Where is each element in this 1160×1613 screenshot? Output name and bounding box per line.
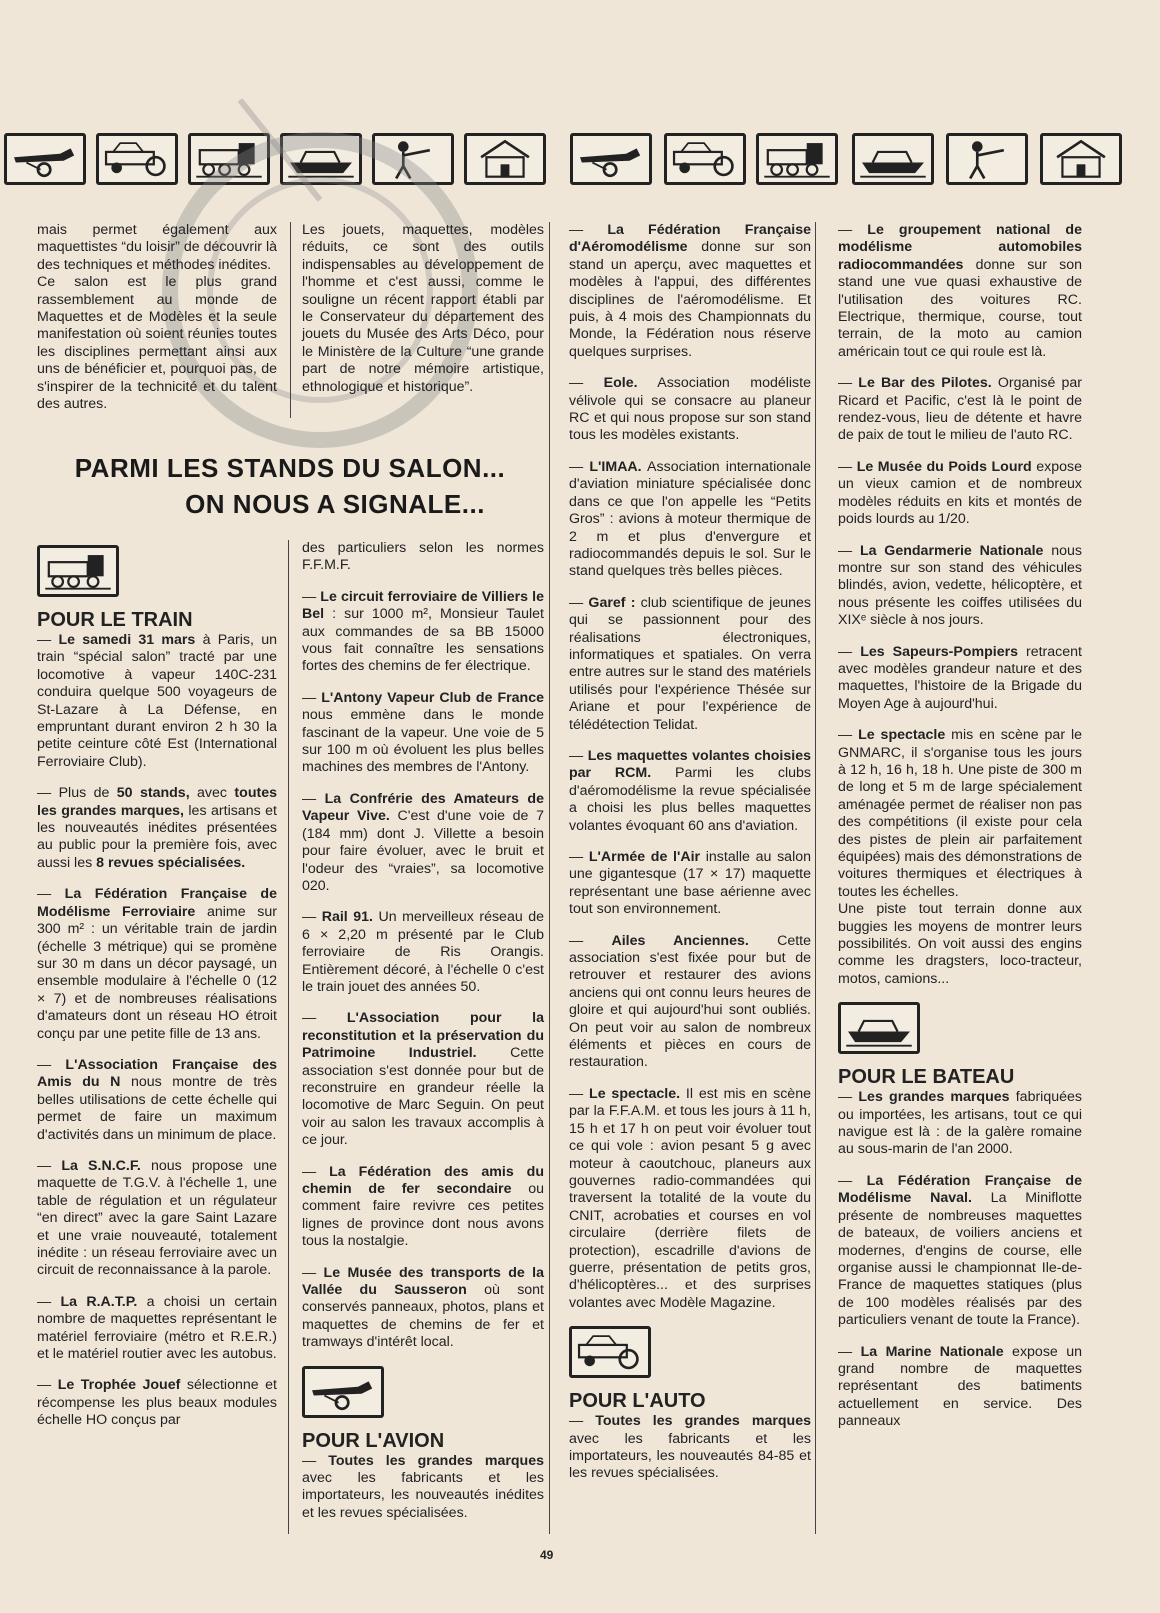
train-p2-d: les artisans et les nouveautés inédites présentées au public pour la première fois, avec aussi les xyxy=(37,802,277,871)
col2-p7: où sont conservés panneaux, photos, plans et maquettes de chemins de fer et tramways d'intérêt local. xyxy=(302,1282,545,1351)
train-p1-bold: Le samedi 31 mars xyxy=(58,632,196,648)
col2-p4-bold: Rail 91. xyxy=(321,909,373,926)
boat-icon xyxy=(838,1002,920,1054)
train-p1: à Paris, un train “spécial salon” tracté par une locomotive à vapeur 140C-231 conduira quelque 500 voyageurs de St-Lazare à La Défense, en empruntant durant environ 2 h 30 la petite ceinture côté Est (International Ferroviaire Club). xyxy=(37,632,277,770)
col4-p5: retracent avec modèles grandeur nature et des maquettes, l'histoire de la Brigade du Moyen Age à aujourd'hui. xyxy=(838,643,1082,712)
col3-p5-bold: Les maquettes volantes choisies par RCM. xyxy=(569,747,811,782)
col2-p6-bold: La Fédération des amis du chemin de fer secondaire xyxy=(302,1163,544,1197)
col4-p8-bold: La Fédération Française de Modélisme Naval. xyxy=(838,1172,1082,1207)
column-2: des particuliers selon les normes F.F.M.F. — Le circuit ferroviaire de Villiers le Bel : sur 1000 m², Monsieur Taulet aux commandes de sa BB 15000 vous fait connaître les sensations fortes des chemins de fer électrique. — L'Antony Vapeur Club de France nous emmène dans le monde fascinant de la vapeur. Une voie de 5 sur 100 m où évoluent les plus belles machines des membres de l'Antony. — La Confrérie des Amateurs de Vapeur Vive. C'est d'une voie de 7 (184 mm) dont J. Villette a besoin pour faire évoluer, avec le bruit et l'odeur des “vraies”, sa locomotive 020. — Rail 91. Un merveilleux réseau de 6 × 2,20 m présenté par le Club ferroviaire de Ris Orangis. Entièrement décoré, à l'échelle 0 c'est le train jouet des années 50. — L'Association pour la reconstitution et la préservation du Patrimoine Industriel. Cette association s'est donnée pour but de reconstruire en grandeur réelle la locomotive de Marc Seguin. On peut voir au salon les travaux accomplis à ce jour. — La Fédération des amis du chemin de fer secondaire ou comment faire revivre ces petites lignes de province dont nous avons tous la nostalgie. — Le Musée des transports de la Vallée du Sausseron où sont conservés panneaux, photos, plans et maquettes de chemins de fer et tramways d'intérêt local. POUR L'AVION — Toutes les grandes marques avec les fabricants et les importateurs, les nouveautés inédites et les revues spécialisées. xyxy=(302,540,545,1521)
col2-p6: ou comment faire revivre ces petites lignes de province dont nous avons tous la nostalgie. xyxy=(302,1181,544,1250)
figure-icon xyxy=(372,133,454,185)
col2-p3: C'est d'une voie de 7 (184 mm) dont J. Villette a besoin pour faire évoluer, avec le bruit et l'odeur des “vraies”, sa locomotive 020. xyxy=(302,808,544,894)
avion-text: avec les fabricants et les importateurs, les nouveautés inédites et les revues spécialisées. xyxy=(302,1470,544,1521)
section-title-auto: POUR L'AUTO xyxy=(569,1390,706,1413)
col4-p2-bold: Le Bar des Pilotes. xyxy=(858,375,992,392)
section-title-bateau: POUR LE BATEAU xyxy=(838,1066,1015,1089)
auto-text: avec les fabricants et les importateurs, les nouveautés 84-85 et les revues spécialisées. xyxy=(569,1430,811,1482)
auto-bold: Toutes les grandes marques xyxy=(595,1413,811,1430)
col3-p2: Association modéliste vélivole qui se consacre au planeur RC et qui nous propose sur son stand tous les modèles existants. xyxy=(569,375,811,444)
intro-column-1 xyxy=(37,222,277,413)
col4-p6b: Une piste tout terrain donne aux buggies les moyens de montrer leurs possibilités. On voit aussi des engins comme les dragsters, loco-tracteur, motos, camions... xyxy=(838,901,1082,987)
col2-p1-bold: Le circuit ferroviaire de Villiers le Bel xyxy=(302,588,544,623)
col4-p9-bold: La Marine Nationale xyxy=(860,1343,1004,1360)
col3-p8-bold: Le spectacle. xyxy=(589,1085,681,1102)
boat-icon xyxy=(280,133,362,185)
train-p3: anime sur 300 m² : un véritable train de jardin (échelle 3 métrique) qui se promène sur 30 m dans un décor paysagé, un ensemble modulaire à l'échelle 0 (12 × 7) et de nombreuses réalisations d'amateurs dont un réseau HO étroit conçu par une petite fille de 13 ans. xyxy=(37,903,277,1042)
column-4: — Le groupement national de modélisme automobiles radiocommandées donne sur son stand une vue quasi exhaustive de l'utilisation des voitures RC. Electrique, thermique, course, tout terrain, de la moto au camion américain tout ce qui roule est là. — Le Bar des Pilotes. Organisé par Ricard et Pacific, c'est là le point de rendez-vous, lieu de détente et havre de paix de tout le milieu de l'auto RC. — Le Musée du Poids Lourd expose un vieux camion et de nombreux modèles réduits en kits et montés de poids lourds au 1/20. — La Gendarmerie Nationale nous montre sur son stand des véhicules blindés, avion, vedette, hélicoptère, et nous présente les coiffes utilisées du XIXᵉ siècle à nos jours. — Les Sapeurs-Pompiers retracent avec modèles grandeur nature et des maquettes, l'histoire de la Brigade du Moyen Age à aujourd'hui. — Le spectacle mis en scène par le GNMARC, il s'organise tous les jours à 12 h, 16 h, 18 h. Une piste de 300 m de long et 5 m de large spécialement aménagée permet de réaliser non pas des compétitions (il existe pour cela des pistes de plein air parfaitement équipées) mais des démonstrations de voitures thermiques et électriques à toutes les échelles. Une piste tout terrain donne aux buggies les moyens de montrer leurs possibilités. On voit aussi des engins comme les dragsters, loco-tracteur, motos, camions... POUR LE BATEAU — Les grandes marques fabriquées ou importées, les artisans, tout ce qui navigue est là : de la galère romaine au sous-marin de l'an 2000. — La Fédération Française de Modélisme Naval. La Miniflotte présente de nombreuses maquettes de bateaux, de voiliers anciens et modernes, d'engins de course, elle organise aussi le championnat Ile-de-France de maquettes statiques (plus de 100 modèles réalisés par des particuliers venant de toute la France). — La Marine Nationale expose un grand nombre de maquettes représentant des batiments actuellement en service. Des panneaux xyxy=(838,222,1083,1430)
col4-p6: mis en scène par le GNMARC, il s'organise tous les jours à 12 h, 16 h, 18 h. Une piste de 300 m de long et 5 m de large spécialement aménagée permet de réaliser non pas des compétitions (il existe pour cela des pistes de plein air parfaitement équipées) mais des démonstrations de voitures thermiques et électriques à toutes les échelles. xyxy=(838,727,1082,900)
col3-p2-bold: Eole. xyxy=(603,375,638,392)
train-p6-bold: La R.A.T.P. xyxy=(60,1293,138,1310)
train-icon xyxy=(188,133,270,185)
col3-p8: Il est mis en scène par la F.F.A.M. et tous les jours à 11 h, 15 h et 17 h on peut voir évoluer tout ce qui vole : avion pesant 5 g avec moteur à caoutchouc, planeurs aux gouvernes radio-commandées qui traversent la totalité de la voute du CNIT, acrobaties et courses en vol circulaire (derrière filets de protection), escadrille d'avions de guerre, présentation de petits gros, d'hélicoptères... et des surprises volantes avec Modèle Magazine. xyxy=(569,1085,811,1311)
col4-p7-bold: Les grandes marques xyxy=(858,1089,1010,1106)
col4-p4-bold: La Gendarmerie Nationale xyxy=(859,542,1044,559)
train-p5: nous propose une maquette de T.G.V. à l'échelle 1, une table de régulation et un régulateur “en direct” avec la gare Saint Lazare et une vraie nouveauté, totalement inédite : un réseau ferroviaire avec un circuit de reconnaissance à la parole. xyxy=(37,1157,277,1279)
avion-bold: Toutes les grandes marques xyxy=(328,1452,544,1469)
col3-p4: club scientifique de jeunes qui se passionnent pour des réalisations électroniques, informatiques et spatiales. On verra entre autres sur le stand des matériels utilisés pour l'expérience Thésée sur Ariane et pour l'expérience de télédétection Telidat. xyxy=(569,594,811,733)
headline-line-1: PARMI LES STANDS DU SALON... xyxy=(74,453,506,483)
headline-line-2: ON NOUS A SIGNALE... xyxy=(185,489,485,519)
train-p2-b3: 8 revues spécialisées. xyxy=(96,854,246,871)
airplane-icon xyxy=(570,133,652,185)
col4-p7: fabriquées ou importées, les artisans, tout ce qui navigue est là : de la galère romaine au sous-marin de l'an 2000. xyxy=(838,1089,1082,1158)
train-p4-bold: L'Association Française des Amis du N xyxy=(37,1056,277,1091)
train-p2-c: avec xyxy=(189,785,235,802)
category-icon-band xyxy=(0,130,1160,190)
car-icon xyxy=(569,1326,651,1378)
col4-p5-bold: Les Sapeurs-Pompiers xyxy=(860,643,1018,660)
col3-p7-bold: Ailes Anciennes. xyxy=(611,932,749,949)
house-icon xyxy=(1040,133,1122,185)
intro-column-2 xyxy=(302,222,544,396)
train-p2-a: Plus de xyxy=(58,785,117,802)
train-section: POUR LE TRAIN — Le samedi 31 mars à Paris, un train “spécial salon” tracté par une locomotive à vapeur 140C-231 conduira quelque 500 voyageurs de St-Lazare à La Défense, en empruntant durant environ 2 h 30 la petite ceinture côté Est (International Ferroviaire Club). — Plus de 50 stands, avec toutes les grandes marques, les artisans et les nouveautés inédites présentées au public pour la première fois, avec aussi les 8 revues spécialisées. — La Fédération Française de Modélisme Ferroviaire anime sur 300 m² : un véritable train de jardin (échelle 3 métrique) qui se promène sur 30 m dans un décor paysagé, un ensemble modulaire à l'échelle 0 (12 × 7) et de nombreuses réalisations d'amateurs dont un réseau HO étroit conçu par une petite fille de 13 ans. — L'Association Française des Amis du N nous montre de très belles utilisations de cette échelle qui permet de faire un maximum d'activités dans un minimum de place. — La S.N.C.F. nous propose une maquette de T.G.V. à l'échelle 1, une table de régulation et un régulateur “en direct” avec la gare Saint Lazare et une vraie nouveauté, totalement inédite : un réseau ferroviaire avec un circuit de reconnaissance à la parole. — La R.A.T.P. a choisi un certain nombre de maquettes représentant le matériel ferroviaire (métro et R.E.R.) et le matériel routier avec les autobus. — Le Trophée Jouef sélectionne et récompense les plus beaux modules échelle HO conçus par xyxy=(37,545,277,1430)
col4-p2: Organisé par Ricard et Pacific, c'est là le point de rendez-vous, lieu de détente et havre de paix de tout le milieu de l'auto RC. xyxy=(838,375,1082,444)
col3-p4-bold: Garef : xyxy=(588,594,636,611)
airplane-icon xyxy=(302,1366,384,1418)
col4-p9: expose un grand nombre de maquettes représentant des batiments actuellement en service. Des panneaux xyxy=(838,1343,1083,1430)
col2-p4: Un merveilleux réseau de 6 × 2,20 m présenté par le Club ferroviaire de Ris Orangis. Entièrement décoré, à l'échelle 0 c'est le train jouet des années 50. xyxy=(302,909,545,995)
column-3: — La Fédération Française d'Aéromodélisme donne sur son stand un aperçu, avec maquettes et modèles à l'appui, des différentes disciplines de l'aéromodélisme. Et puis, à 4 mois des Championnats du Monde, la Fédération nous réserve quelques surprises. — Eole. Association modéliste vélivole qui se consacre au planeur RC et qui nous propose sur son stand tous les modèles existants. — L'IMAA. Association internationale d'aviation miniature spécialisée donc dans ce que l'on appelle les “Petits Gros” : avions à moteur thermique de 2 m et plus d'envergure et radiocommandés depuis le sol. Sur le stand quelques très belles pièces. — Garef : club scientifique de jeunes qui se passionnent pour des réalisations électroniques, informatiques et spatiales. On verra entre autres sur le stand des matériels utilisés pour l'expérience Thésée sur Ariane et pour l'expérience de télédétection Telidat. — Les maquettes volantes choisies par RCM. Parmi les clubs d'aéromodélisme la revue spécialisée a choisi les plus belles maquettes volantes évoquant 60 ans d'aviation. — L'Armée de l'Air installe au salon une gigantesque (17 × 17) maquette représentant une base aérienne avec tout son environnement. — Ailes Anciennes. Cette association s'est fixée pour but de retrouver et restaurer des avions anciens qui ont connu leurs heures de gloire et qui aujourd'hui sont oubliés. On peut voir au salon de nombreux éléments et pièces en cours de restauration. — Le spectacle. Il est mis en scène par la F.F.A.M. et tous les jours à 11 h, 15 h et 17 h on peut voir évoluer tout ce qui vole : avion pesant 5 g avec moteur à caoutchouc, planeurs aux gouvernes radio-commandées qui traversent la totalité de la voute du CNIT, acrobaties et courses en vol circulaire (derrière filets de protection), escadrille d'avions de guerre, présentation de petits gros, d'hélicoptères... et des surprises volantes avec Modèle Magazine. POUR L'AUTO — Toutes les grandes marques avec les fabricants et les importateurs, les nouveautés 84-85 et les revues spécialisées. xyxy=(569,222,811,1482)
train-p3-bold: La Fédération Française de Modélisme Ferroviaire xyxy=(37,886,277,920)
col3-p6-bold: L'Armée de l'Air xyxy=(588,849,701,865)
boat-icon xyxy=(852,133,934,185)
col3-p3: Association internationale d'aviation miniature spécialisée donc dans ce que l'on appelle les “Petits Gros” : avions à moteur thermique de 2 m et plus d'envergure et radiocommandés depuis le sol. Sur le stand quelques très belles pièces. xyxy=(569,458,811,580)
train-p2-b1: 50 stands, xyxy=(116,785,190,802)
section-title-avion: POUR L'AVION xyxy=(302,1429,445,1452)
train-p2-b2: toutes les grandes marques, xyxy=(37,785,277,819)
col2-p2-bold: L'Antony Vapeur Club de France xyxy=(321,689,544,706)
train-p5-bold: La S.N.C.F. xyxy=(61,1157,141,1174)
col3-p3-bold: L'IMAA. xyxy=(589,458,642,475)
page-number: 49 xyxy=(540,1548,554,1562)
col3-p1-bold: La Fédération Française d'Aéromodélisme xyxy=(569,222,811,256)
train-p7: sélectionne et récompense les plus beaux modules échelle HO conçus par xyxy=(37,1377,277,1429)
car-icon xyxy=(664,133,746,185)
train-p7-bold: Le Trophée Jouef xyxy=(57,1377,181,1394)
figure-icon xyxy=(946,133,1028,185)
col2-p0: des particuliers selon les normes F.F.M.F. xyxy=(302,540,544,574)
col2-p2: nous emmène dans le monde fascinant de la vapeur. Une voie de 5 sur 100 m où évoluent les plus belles machines des membres de l'Antony. xyxy=(302,707,544,776)
col2-p5-bold: L'Association pour la reconstitution et la préservation du Patrimoine Industriel. xyxy=(302,1010,544,1062)
col3-p1: donne sur son stand un aperçu, avec maquettes et modèles à l'appui, des différentes disciplines de l'aéromodélisme. Et puis, à 4 mois des Championnats du Monde, la Fédération nous réserve quelques surprises. xyxy=(569,239,811,360)
col3-p7: Cette association s'est fixée pour but de retrouver et restaurer des avions anciens qui ont connu leurs heures de gloire et qui aujourd'hui sont oubliés. On peut voir au salon de nombreux éléments et pièces en cours de restauration. xyxy=(569,932,811,1071)
airplane-icon xyxy=(4,133,86,185)
section-title-train: POUR LE TRAIN xyxy=(37,609,193,631)
col4-p6-bold: Le spectacle xyxy=(858,727,946,744)
col3-p5: Parmi les clubs d'aéromodélisme la revue spécialisée a choisi les plus belles maquettes volantes évoquant 60 ans d'aviation. xyxy=(569,765,811,834)
train-p6: a choisi un certain nombre de maquettes représentant le matériel ferroviaire (métro et R.E.R.) et le matériel routier avec les autobus. xyxy=(37,1293,277,1363)
col4-p1: donne sur son stand une vue quasi exhaustive de l'utilisation des voitures RC. Electrique, thermique, course, tout terrain, de la moto au camion américain tout ce qui roule est là. xyxy=(838,256,1082,360)
col2-p3-bold: La Confrérie des Amateurs de Vapeur Vive. xyxy=(302,790,544,825)
col2-p7-bold: Le Musée des transports de la Vallée du Sausseron xyxy=(302,1264,544,1299)
col4-p3: expose un vieux camion et de nombreux modèles réduits en kits et montés de poids lourds au 1/20. xyxy=(838,458,1082,528)
headline xyxy=(40,450,540,522)
car-icon xyxy=(96,133,178,185)
train-icon xyxy=(37,545,119,597)
col4-p3-bold: Le Musée du Poids Lourd xyxy=(856,458,1032,475)
train-icon xyxy=(756,133,838,185)
train-p4: nous montre de très belles utilisations de cette échelle qui permet de faire un maximum d'activités dans un minimum de place. xyxy=(37,1074,278,1143)
col4-p1-bold: Le groupement national de modélisme automobiles radiocommandées xyxy=(838,222,1082,273)
intro-text-1: mais permet également aux maquettistes “du loisir” de découvrir là des techniques et méthodes inédites. Ce salon est le plus grand rassemblement au monde de Maquettes et de Modèles et la seule manifestation où soient réunies toutes les disciplines permettant ainsi aux uns de bénéficier et, pourquoi pas, de s'inspirer de la technicité et du talent des autres. xyxy=(37,222,277,413)
intro-text-2: Les jouets, maquettes, modèles réduits, ce sont des outils indispensables au développement de l'homme et c'est aussi, comme le souligne un récent rapport établi par le Conservateur du département des jouets du Musée des Arts Déco, pour le Ministère de la Culture “une grande part de notre mémoire artistique, ethnologique et historique”. xyxy=(302,222,544,395)
col4-p8: La Miniflotte présente de nombreuses maquettes de bateaux, de voiliers anciens et modernes, d'engins de course, elle organise aussi le championnat Ile-de-France de maquettes statiques (plus de 100 modèles réalisés par des particuliers venant de toute la France). xyxy=(838,1190,1082,1329)
house-icon xyxy=(464,133,546,185)
col2-p1: : sur 1000 m², Monsieur Taulet aux commandes de sa BB 15000 vous fait connaître les sensations fortes des chemins de fer électrique. xyxy=(302,606,544,675)
col3-p6: installe au salon une gigantesque (17 × 17) maquette représentant une base aérienne avec tout son environnement. xyxy=(569,849,811,918)
col4-p4: nous montre sur son stand des véhicules blindés, avion, vedette, hélicoptère, et nous présente les coiffes utilisées du XIXᵉ siècle à nos jours. xyxy=(838,542,1082,629)
col2-p5: Cette association s'est donnée pour but de reconstruire en grandeur réelle la locomotive de Marc Seguin. On peut voir au salon les travaux accomplis à ce jour. xyxy=(302,1045,545,1149)
